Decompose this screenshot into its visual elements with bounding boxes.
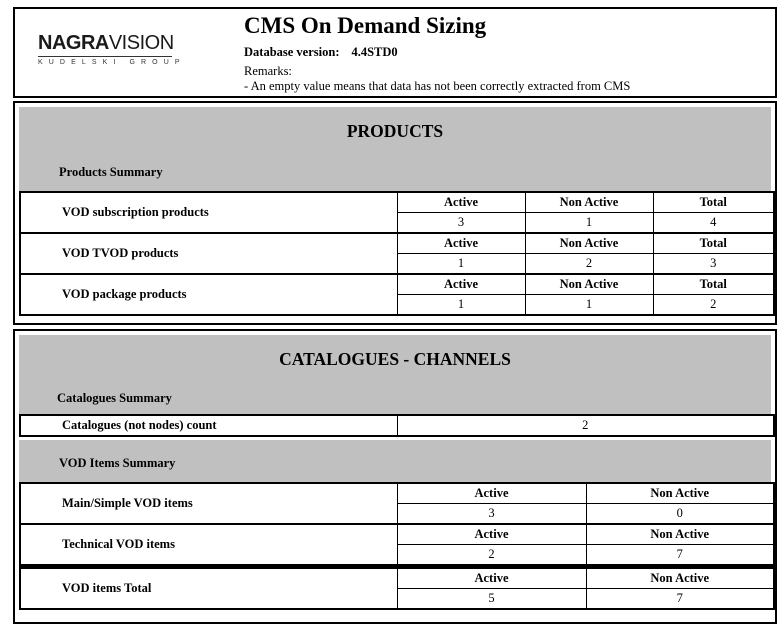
- logo-light-text: VISION: [108, 32, 174, 54]
- column-header-active: Active: [397, 192, 525, 213]
- row-label: VOD TVOD products: [20, 233, 397, 274]
- vod-items-table: [19, 482, 775, 610]
- cell-active: 1: [397, 295, 525, 316]
- db-version-label: Database version:: [244, 45, 340, 59]
- cell-non-active: 2: [525, 254, 653, 275]
- table-row: [20, 233, 774, 254]
- row-label: VOD items Total: [20, 567, 397, 610]
- column-header-total: Total: [653, 192, 774, 213]
- column-header-active: Active: [397, 233, 525, 254]
- column-header-total: Total: [653, 233, 774, 254]
- cell-non-active: 1: [525, 295, 653, 316]
- column-header-non-active: Non Active: [586, 483, 774, 504]
- cell-active: 5: [397, 589, 586, 610]
- page-title: CMS On Demand Sizing: [244, 13, 487, 38]
- catalogues-title: CATALOGUES - CHANNELS: [279, 349, 511, 369]
- remarks-label: Remarks:: [244, 64, 292, 78]
- logo-divider: [38, 56, 172, 57]
- database-version: [244, 45, 398, 60]
- products-title: PRODUCTS: [346, 121, 444, 141]
- catalogues-header-band: [19, 335, 771, 417]
- catalogues-count-table: [19, 414, 775, 437]
- products-header-band: [19, 107, 771, 191]
- cell-active: 2: [397, 545, 586, 567]
- products-summary-label: Products Summary: [59, 165, 163, 179]
- row-label: VOD package products: [20, 274, 397, 315]
- column-header-non-active: Non Active: [586, 567, 774, 589]
- cell-total: 2: [653, 295, 774, 316]
- cell-non-active: 7: [586, 545, 774, 567]
- products-section: [13, 101, 777, 325]
- remark-text: - An empty value means that data has not been correctly extracted from CMS: [244, 79, 631, 93]
- column-header-active: Active: [397, 274, 525, 295]
- row-label: Main/Simple VOD items: [20, 483, 397, 524]
- cell-total: 4: [653, 213, 774, 234]
- catalogues-summary-label: Catalogues Summary: [57, 391, 172, 405]
- column-header-active: Active: [397, 483, 586, 504]
- catalogues-section: [13, 329, 777, 624]
- products-table: [19, 191, 775, 316]
- column-header-non-active: Non Active: [525, 192, 653, 213]
- column-header-non-active: Non Active: [586, 524, 774, 545]
- cell-non-active: 1: [525, 213, 653, 234]
- table-row: [20, 274, 774, 295]
- column-header-total: Total: [653, 274, 774, 295]
- table-row: [20, 567, 774, 589]
- vod-summary-band: [19, 440, 771, 482]
- column-header-active: Active: [397, 524, 586, 545]
- cell-total: 3: [653, 254, 774, 275]
- column-header-active: Active: [397, 567, 586, 589]
- cell-active: 1: [397, 254, 525, 275]
- logo-wordmark: [38, 32, 174, 55]
- db-version-value: 4.4STD0: [351, 45, 398, 59]
- vod-summary-label: VOD Items Summary: [59, 456, 176, 470]
- table-row: [20, 524, 774, 545]
- table-row: [20, 483, 774, 504]
- table-row: [20, 415, 774, 436]
- table-row: [20, 192, 774, 213]
- catalogues-count-value: 2: [397, 415, 774, 436]
- cell-active: 3: [397, 504, 586, 525]
- column-header-non-active: Non Active: [525, 274, 653, 295]
- nagravision-logo: [36, 32, 186, 68]
- row-label: Catalogues (not nodes) count: [20, 415, 397, 436]
- cell-non-active: 7: [586, 589, 774, 610]
- row-label: Technical VOD items: [20, 524, 397, 567]
- cell-active: 3: [397, 213, 525, 234]
- logo-bold-text: NAGRA: [38, 32, 109, 54]
- cell-non-active: 0: [586, 504, 774, 525]
- logo-subtitle: KUDELSKI GROUP: [38, 59, 186, 66]
- row-label: VOD subscription products: [20, 192, 397, 233]
- column-header-non-active: Non Active: [525, 233, 653, 254]
